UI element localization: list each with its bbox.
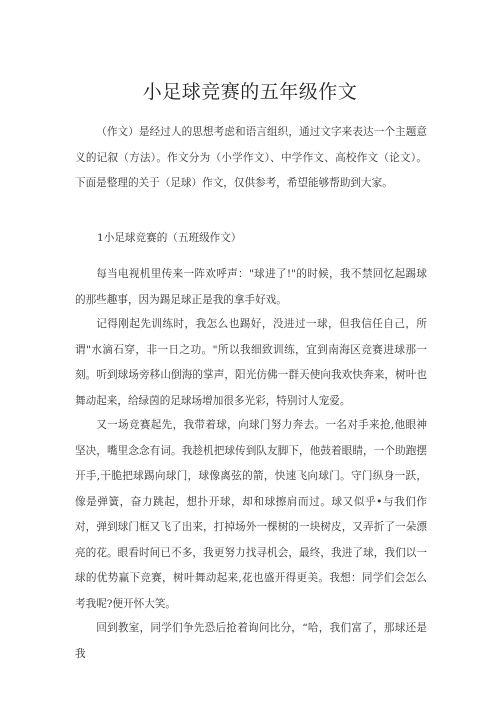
intro-text: （作文）是经过人的思想考虑和语言组织，通过文字来表达一个主题意义的记叙（方法）。作文分为（小学作文）、中学作文、高校作文（论文）。下面是整理的关于（足球）作文，仅供参考，希望能够帮助到大家。 bbox=[75, 126, 427, 189]
paragraph-3-text: 又一场竞赛起先，我带着球，向球门努力奔去。一名对手来抢,他眼神坚决，嘴里念念有词。我趁机把球传到队友脚下，他鼓着眼睛，一个助跑摆开手,干脆把球踢向球门，球像离弦的箭，快速飞向球门。守门纵身一跃，像是弹簧，奋力跳起，想扑开球，却和球擦肩而过。球又似乎•与我们作对，弹到球门框又飞了出来，打掉场外一棵树的一块树皮，又弄折了一朵漂亮的花。眼看时间已不多，我更努力找寻机会，最终，我进了球，我们以一球的优势赢下竞赛，树叶舞动起来,花也盛开得更美。我想：同学们会怎么考我呢?便开怀大笑。 bbox=[75, 419, 427, 610]
paragraph-4-text: 回到教室，同学们争先恐后抢着询问比分，“哈，我们富了，那球还是我 bbox=[75, 622, 427, 660]
paragraph-3 bbox=[75, 413, 427, 617]
paragraph-2-text: 记得刚起先训练时，我怎么也踢好，没进过一球，但我信任自己，所谓"水滴石穿，非一日之功。"所以我细致训练，宜到南海区竞赛进球那一刻。听到球场旁移山倒海的掌声，阳光仿佛一群天使向我欢快奔来，树叶也舞动起来，给绿茵的足球场增加很多光彩，特别讨人宠爱。 bbox=[75, 318, 427, 407]
paragraph-1 bbox=[75, 262, 427, 313]
document-title: 小足球竞赛的五年级作文 bbox=[142, 81, 358, 103]
paragraph-1-text: 每当电视机里传来一阵欢呼声："球进了!"的时候，我不禁回忆起踢球的那些趣事，因为踢足球正是我的拿手好戏。 bbox=[75, 268, 427, 306]
intro-paragraph bbox=[75, 120, 427, 197]
section-heading: 1小足球竞赛的（五班级作文） bbox=[97, 232, 242, 244]
paragraph-4 bbox=[75, 616, 427, 667]
paragraph-2 bbox=[75, 312, 427, 414]
